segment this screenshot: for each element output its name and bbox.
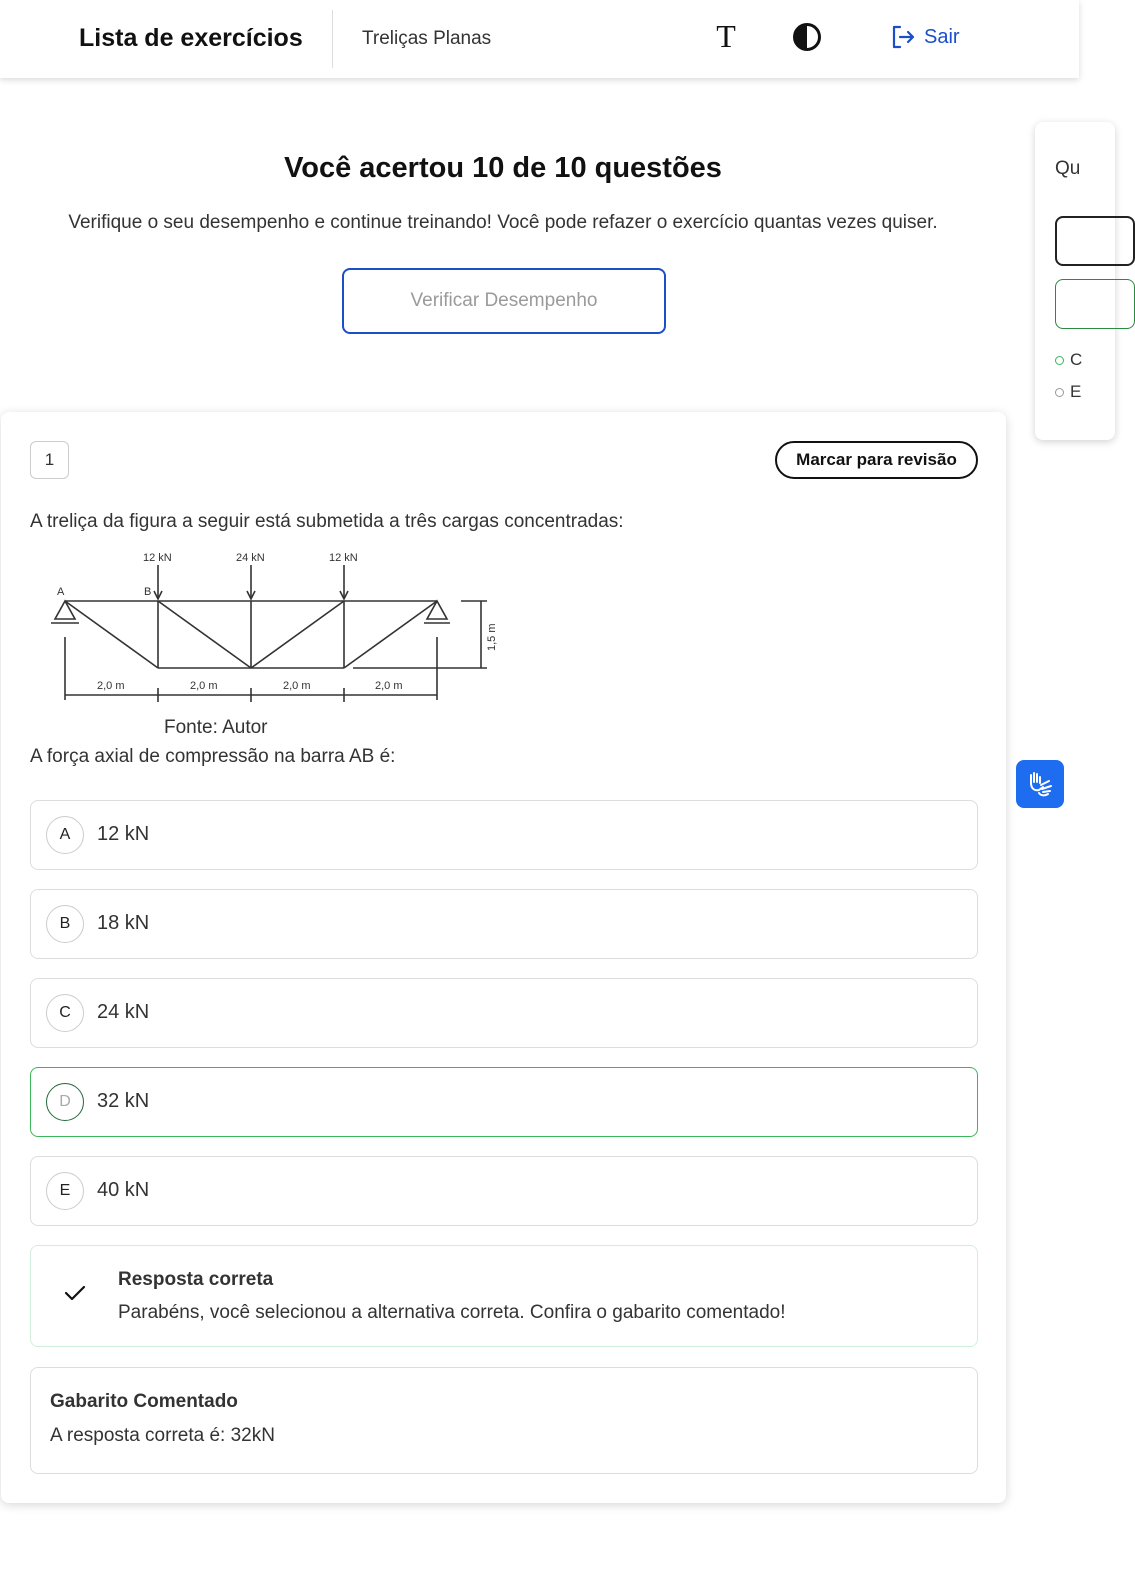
check-icon <box>63 1281 87 1305</box>
truss-figure <box>41 547 501 707</box>
libras-accessibility-button[interactable] <box>1016 760 1064 808</box>
legend-dot-icon <box>1055 356 1064 365</box>
span-label: 2,0 m <box>283 680 311 692</box>
logout-icon <box>890 24 916 50</box>
answer-key-text: A resposta correta é: 32kN <box>50 1425 275 1446</box>
node-a-label: A <box>57 586 65 598</box>
option-e[interactable] <box>30 1156 978 1226</box>
span-label: 2,0 m <box>190 680 218 692</box>
answer-key-title: Gabarito Comentado <box>50 1391 238 1412</box>
option-letter: D <box>46 1083 84 1121</box>
header-divider <box>332 10 333 68</box>
span-label: 2,0 m <box>97 680 125 692</box>
legend-correct-label: C <box>1070 350 1083 369</box>
option-letter: C <box>46 994 84 1032</box>
feedback-text: Parabéns, você selecionou a alternativa correta. Confira o gabarito comentado! <box>118 1302 786 1323</box>
option-a[interactable] <box>30 800 978 870</box>
figure-caption: Fonte: Autor <box>164 717 268 738</box>
app-title: Lista de exercícios <box>79 24 303 52</box>
option-text: 18 kN <box>97 912 150 934</box>
contrast-icon[interactable] <box>792 22 822 52</box>
option-text: 40 kN <box>97 1179 150 1201</box>
side-panel-box[interactable] <box>1055 216 1135 266</box>
sign-language-icon <box>1025 769 1055 799</box>
option-c[interactable] <box>30 978 978 1048</box>
legend-correct <box>1055 350 1082 370</box>
feedback-title: Resposta correta <box>118 1269 274 1290</box>
question-number: 1 <box>30 441 69 479</box>
logout-label: Sair <box>924 25 960 48</box>
option-letter: E <box>46 1172 84 1210</box>
option-letter: B <box>46 905 84 943</box>
question-navigator-panel <box>1035 122 1115 440</box>
load-label: 24 kN <box>236 552 265 564</box>
side-panel-question-box[interactable] <box>1055 279 1135 329</box>
load-label: 12 kN <box>143 552 172 564</box>
option-text: 32 kN <box>97 1090 150 1112</box>
option-text: 24 kN <box>97 1001 150 1023</box>
logout-button[interactable] <box>890 24 960 50</box>
font-size-icon[interactable]: T <box>716 18 736 54</box>
legend-wrong <box>1055 382 1081 402</box>
span-label: 2,0 m <box>375 680 403 692</box>
question-statement: A treliça da figura a seguir está submetida a três cargas concentradas: <box>30 511 624 532</box>
node-b-label: B <box>144 586 152 598</box>
side-panel-label: Qu <box>1055 158 1081 179</box>
question-card <box>1 412 1006 1503</box>
feedback-box <box>30 1245 978 1347</box>
subject-title: Treliças Planas <box>362 28 492 49</box>
legend-dot-icon <box>1055 388 1064 397</box>
answer-key-box <box>30 1367 978 1474</box>
load-label: 12 kN <box>329 552 358 564</box>
question-prompt: A força axial de compressão na barra AB é: <box>30 746 396 767</box>
top-header <box>0 0 1079 78</box>
height-label: 1,5 m <box>486 623 498 651</box>
verify-performance-button[interactable]: Verificar Desempenho <box>342 268 666 334</box>
option-d[interactable] <box>30 1067 978 1137</box>
result-title: Você acertou 10 de 10 questões <box>284 152 722 184</box>
result-text: Verifique o seu desempenho e continue treinando! Você pode refazer o exercício quantas vezes quiser. <box>68 212 938 233</box>
option-text: 12 kN <box>97 823 150 845</box>
option-letter: A <box>46 816 84 854</box>
mark-for-review-button[interactable]: Marcar para revisão <box>775 441 978 479</box>
legend-wrong-label: E <box>1070 382 1082 401</box>
option-b[interactable] <box>30 889 978 959</box>
